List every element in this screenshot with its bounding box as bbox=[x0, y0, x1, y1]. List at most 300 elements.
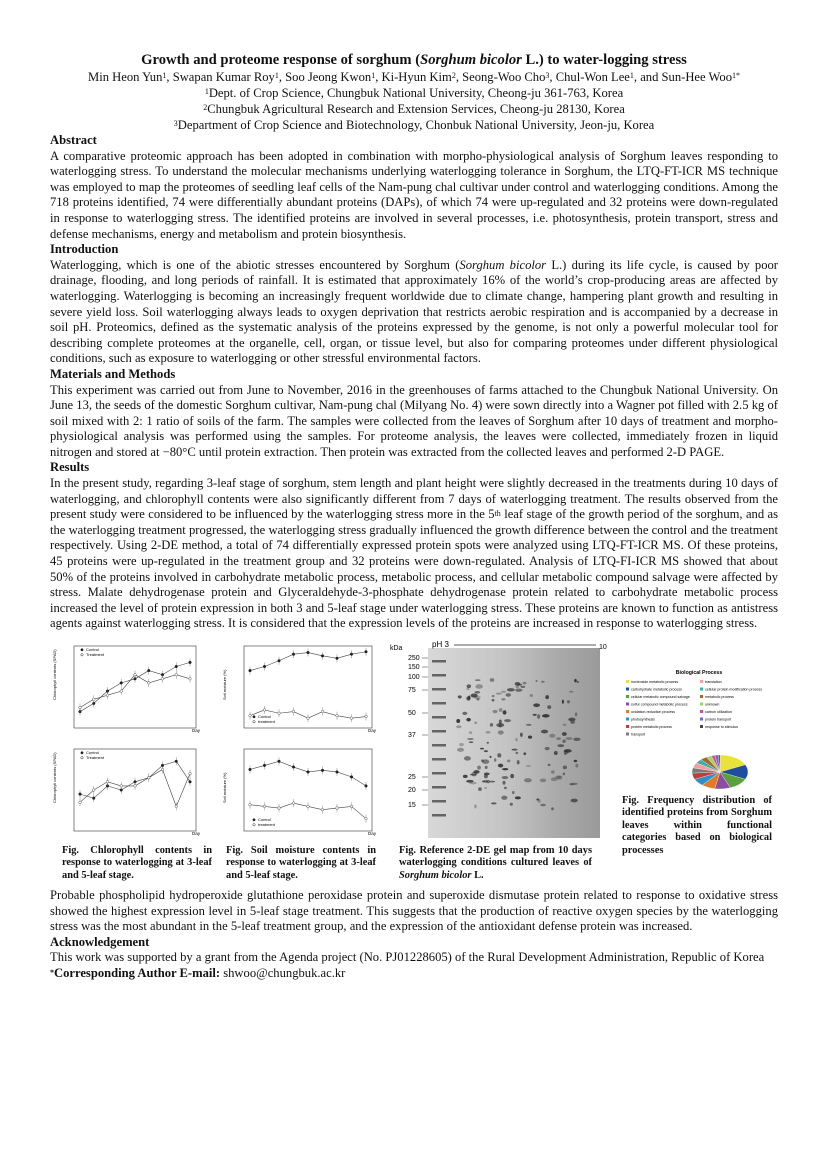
legend-marker bbox=[253, 721, 255, 723]
protein-spot bbox=[474, 696, 481, 700]
legend-swatch bbox=[626, 688, 629, 691]
data-point bbox=[120, 785, 123, 788]
protein-spot bbox=[490, 678, 495, 682]
chlorophyll-caption: Fig. Chlorophyll contents in response to waterlogging at 3-leaf and 5-leaf stage. bbox=[62, 845, 212, 881]
soil-moisture-caption: Fig. Soil moisture contents in response to waterlogging at 3-leaf and 5-leaf stage. bbox=[226, 845, 376, 881]
protein-spot bbox=[475, 691, 481, 694]
protein-spot bbox=[492, 699, 495, 701]
legend-label: treatment bbox=[258, 719, 275, 724]
protein-spot bbox=[497, 753, 501, 757]
protein-spot bbox=[540, 779, 546, 783]
y-axis-label: Chlorophyll contents (SPAD) bbox=[52, 649, 57, 700]
data-point bbox=[321, 808, 324, 811]
legend-marker bbox=[253, 819, 255, 821]
data-point bbox=[350, 717, 353, 720]
data-point bbox=[147, 776, 150, 779]
protein-spot bbox=[547, 705, 551, 709]
affiliation: $^3$Department of Crop Science and Biotechnology, Chonbuk National University, Jeon-ju, Korea bbox=[173, 118, 655, 132]
data-point bbox=[175, 805, 178, 808]
legend-swatch bbox=[700, 703, 703, 706]
data-point bbox=[307, 651, 310, 654]
mw-marker-label: 50 bbox=[408, 710, 416, 717]
protein-spot bbox=[551, 807, 554, 810]
data-point bbox=[307, 717, 310, 720]
author-name: Chul-Won Lee$^1$ bbox=[555, 70, 634, 84]
protein-spot bbox=[482, 780, 488, 782]
data-point bbox=[278, 712, 281, 715]
protein-spot bbox=[533, 703, 540, 707]
legend-swatch bbox=[626, 680, 629, 683]
data-point bbox=[278, 807, 281, 810]
title-text: Growth and proteome response of sorghum ( bbox=[141, 52, 421, 68]
author-list: Min Heon Yun$^1$, Swapan Kumar Roy$^1$, Soo Jeong Kwon$^1$, Ki-Hyun Kim$^2$, Seong-Woo Cho$^3$, Chul-Won Lee$^1$, and Sun-Hee Woo$^{1*}$ bbox=[88, 70, 740, 84]
data-point bbox=[147, 669, 150, 672]
protein-spot bbox=[501, 691, 506, 693]
protein-spot bbox=[507, 759, 511, 762]
kda-label: kDa bbox=[390, 645, 403, 652]
protein-spot bbox=[517, 760, 520, 764]
data-point bbox=[307, 805, 310, 808]
y-axis-label: Chlorophyll contents (SPAD) bbox=[52, 752, 57, 803]
affiliation: $^2$Chungbuk Agricultural Research and Extension Services, Cheong-ju 28130, Korea bbox=[203, 102, 625, 116]
data-point bbox=[365, 785, 368, 788]
protein-spot bbox=[562, 700, 564, 704]
protein-spot bbox=[491, 802, 497, 804]
legend-swatch bbox=[700, 725, 703, 728]
protein-spot bbox=[516, 752, 519, 754]
protein-spot bbox=[456, 725, 462, 728]
series-line bbox=[80, 662, 190, 711]
introduction-text: Waterlogging, which is one of the abiotic stresses encountered by Sorghum (Sorghum bicolor L.) during its life cycle, is caused by poor drainage, flooding, and long periods of rainfall. It is estimated that approximately 16% of the world’s crop-producing areas are affected by waterlogging. Waterlogging is becoming an increasingly frequent worldwide due to climate change, hampering plant growth and resulting in severe yield loss. Soil waterlogging always leads to oxygen deprivation that restricts aerobic respiration and is accompanied by a decrease in soil pH. Proteomics, defined as the systematic analysis of the proteins expressed by the genome, is not only a powerful molecular tool for describing complete proteomes at the organelle, cell, organ, or tissue level, but also for comparing proteomes under different physiological conditions, such as exposure to waterlogging or other stressful environmental factors. bbox=[50, 257, 778, 366]
protein-spot bbox=[487, 742, 489, 744]
gel-band bbox=[432, 674, 446, 677]
protein-spot bbox=[501, 698, 505, 700]
x-axis-label: Day bbox=[368, 728, 377, 733]
protein-spot bbox=[549, 734, 555, 738]
protein-spot bbox=[457, 748, 464, 752]
gel-band bbox=[432, 772, 446, 775]
protein-spot bbox=[571, 799, 578, 803]
legend-label: sulfur compound metabolic process bbox=[631, 702, 688, 707]
protein-spot bbox=[545, 747, 550, 750]
protein-spot bbox=[463, 775, 468, 778]
protein-spot bbox=[474, 721, 477, 724]
protein-spot bbox=[537, 714, 540, 719]
gel-band bbox=[432, 660, 446, 663]
protein-spot bbox=[498, 730, 504, 734]
protein-spot bbox=[528, 736, 532, 739]
paper-title bbox=[50, 52, 778, 69]
protein-spot bbox=[575, 712, 577, 716]
protein-spot bbox=[577, 681, 579, 683]
protein-spot bbox=[563, 772, 565, 775]
legend-marker bbox=[81, 752, 83, 754]
data-point bbox=[175, 760, 178, 763]
protein-spot bbox=[484, 773, 490, 776]
protein-spot bbox=[533, 714, 537, 716]
protein-spot bbox=[493, 710, 498, 713]
data-point bbox=[189, 781, 192, 784]
data-point bbox=[292, 802, 295, 805]
methods-text: This experiment was carried out from June to November, 2016 in the greenhouses of farms attached to the Chungbuk National University. On June 13, the seeds of the domestic Sorghum cultivar, Nam-pung chal (Milyang No. 4) were sown directly into a Wagner pot filled with 2.5 kg of soil mixed with 2: 1 ratio of soils of the farm. The samples were collected from the leaves of Sorghum after 10 days of treatment and morpho-physiological analysis was performed using the samples. For proteome analysis, the leaves were collected, immediately frozen in liquid nitrogen and stored at −80°C until protein extraction. Then protein was extracted from the collected leaves and performed 2-D PAGE. bbox=[50, 382, 778, 459]
pie-title: Biological Process bbox=[675, 670, 723, 676]
protein-spot bbox=[503, 781, 506, 785]
legend-label: photosynthesis bbox=[631, 717, 655, 722]
protein-spot bbox=[499, 708, 503, 712]
protein-spot bbox=[504, 719, 511, 722]
legend-swatch bbox=[626, 733, 629, 736]
protein-spot bbox=[542, 714, 550, 718]
protein-spot bbox=[501, 796, 507, 800]
pie-figure bbox=[620, 640, 778, 888]
data-point bbox=[292, 710, 295, 713]
pie-caption: Fig. Frequency distribution of identified proteins from Sorghum leaves within functional categories based on biological processes bbox=[622, 795, 772, 856]
protein-spot bbox=[562, 732, 567, 736]
gel-caption: Fig. Reference 2-DE gel map from 10 days waterlogging conditions cultured leaves of Sorghum bicolor L. bbox=[399, 845, 592, 881]
x-axis-label: Day bbox=[192, 728, 201, 733]
protein-spot bbox=[467, 684, 471, 688]
legend-label: carbohydrate metabolic process bbox=[631, 687, 682, 692]
protein-spot bbox=[477, 766, 481, 770]
legend-label: Treatment bbox=[86, 755, 105, 760]
protein-spot bbox=[575, 764, 578, 768]
protein-spot bbox=[551, 770, 555, 773]
protein-spot bbox=[557, 744, 564, 747]
data-point bbox=[92, 797, 95, 800]
protein-spot bbox=[556, 737, 561, 739]
protein-spot bbox=[541, 730, 548, 734]
data-point bbox=[365, 650, 368, 653]
title-species: Sorghum bicolor bbox=[420, 52, 522, 68]
protein-spot bbox=[520, 686, 525, 688]
ph-left-label: pH 3 bbox=[432, 640, 449, 649]
protein-spot bbox=[489, 756, 491, 758]
mw-marker-label: 37 bbox=[408, 732, 416, 739]
data-point bbox=[189, 772, 192, 775]
data-point bbox=[336, 807, 339, 810]
gel-background bbox=[428, 648, 600, 838]
protein-spot bbox=[471, 772, 477, 776]
protein-spot bbox=[545, 695, 549, 699]
protein-spot bbox=[494, 758, 496, 761]
data-point bbox=[92, 789, 95, 792]
x-axis-label: Day bbox=[192, 831, 201, 836]
protein-spot bbox=[562, 739, 565, 742]
data-point bbox=[350, 653, 353, 656]
gel-band bbox=[432, 716, 446, 719]
data-point bbox=[249, 714, 252, 717]
data-point bbox=[365, 715, 368, 718]
legend-label: protein transport bbox=[705, 717, 732, 722]
data-point bbox=[249, 768, 252, 771]
data-point bbox=[321, 710, 324, 713]
gel-band bbox=[432, 702, 446, 705]
legend-marker bbox=[81, 649, 83, 651]
protein-spot bbox=[480, 748, 484, 750]
protein-spot bbox=[484, 750, 488, 752]
protein-spot bbox=[458, 695, 462, 698]
gel-figure bbox=[388, 640, 608, 888]
ph-right-label: 10 bbox=[599, 644, 607, 651]
protein-spot bbox=[523, 682, 527, 685]
legend-label: Control bbox=[258, 714, 271, 719]
protein-spot bbox=[486, 731, 491, 734]
legend-label: Control bbox=[86, 647, 99, 652]
title-text: L.) to water-logging stress bbox=[521, 52, 687, 68]
protein-spot bbox=[570, 783, 578, 785]
protein-spot bbox=[468, 695, 470, 699]
legend-swatch bbox=[700, 688, 703, 691]
legend-swatch bbox=[626, 695, 629, 698]
data-point bbox=[249, 669, 252, 672]
legend-label: nucleoside metabolic process bbox=[631, 680, 679, 684]
protein-spot bbox=[541, 681, 544, 683]
protein-spot bbox=[496, 723, 504, 727]
protein-spot bbox=[515, 685, 519, 688]
legend-label: oxidation-reduction process bbox=[631, 710, 675, 714]
protein-spot bbox=[502, 768, 508, 770]
acknowledgement-text: This work was supported by a grant from the Agenda project (No. PJ01228605) of the Rural Development Administration, Republic of Korea bbox=[50, 950, 765, 965]
data-point bbox=[278, 760, 281, 763]
protein-spot bbox=[510, 803, 513, 806]
y-axis-label: Soil moisture (%) bbox=[222, 772, 227, 803]
protein-spot bbox=[498, 764, 503, 768]
results-heading: Results bbox=[50, 460, 90, 475]
protein-spot bbox=[563, 724, 566, 726]
legend-label: unknown bbox=[705, 702, 720, 707]
protein-spot bbox=[574, 760, 577, 762]
mw-marker-label: 250 bbox=[408, 655, 420, 662]
data-point bbox=[336, 714, 339, 717]
protein-spot bbox=[490, 723, 493, 727]
gel-band bbox=[432, 786, 446, 789]
acknowledgement-heading: Acknowledgement bbox=[50, 934, 150, 949]
protein-spot bbox=[475, 684, 483, 689]
data-point bbox=[350, 776, 353, 779]
author-name: Ki-Hyun Kim$^2$ bbox=[381, 70, 456, 84]
mw-marker-label: 25 bbox=[408, 774, 416, 781]
protein-spot bbox=[484, 787, 487, 789]
gel-band bbox=[432, 688, 446, 691]
data-point bbox=[292, 766, 295, 769]
legend-label: cellular protein modification process bbox=[705, 687, 763, 692]
protein-spot bbox=[496, 693, 502, 695]
chlorophyll-plots bbox=[50, 640, 212, 845]
legend-swatch bbox=[700, 710, 703, 713]
protein-spot bbox=[530, 694, 534, 697]
data-point bbox=[321, 655, 324, 658]
protein-spot bbox=[564, 750, 569, 754]
data-point bbox=[92, 698, 95, 701]
protein-spot bbox=[502, 776, 509, 779]
plot-frame bbox=[74, 646, 196, 728]
protein-spot bbox=[515, 738, 517, 741]
data-point bbox=[249, 803, 252, 806]
data-point bbox=[263, 665, 266, 668]
data-point bbox=[365, 817, 368, 820]
data-point bbox=[79, 706, 82, 709]
x-axis-label: Day bbox=[368, 831, 377, 836]
abstract-text: A comparative proteomic approach has been adopted in combination with morpho-physiological analysis of Sorghum leaves responding to waterlogging stress. To understand the molecular mechanisms underlying waterlogging tolerance in Sorghum, the LTQ-FT-ICR MS technique was employed to map the proteomes of seedling leaf cells of the Nam-pung chal cultivar under control and waterlogging conditions. Among the 718 proteins identified, 74 were differentially abundant proteins (DAPs), of which 74 were up-regulated and 32 proteins were down-regulated in response to waterlogging stress. The identified proteins are involved in several processes, i.e. photosynthesis, protein transport, stress and defense mechanisms, energy and metabolism and protein biosynthesis. bbox=[50, 148, 778, 241]
legend-label: translation bbox=[705, 680, 722, 684]
protein-spot bbox=[563, 765, 567, 769]
data-point bbox=[120, 682, 123, 685]
data-point bbox=[307, 771, 310, 774]
protein-spot bbox=[485, 766, 488, 769]
protein-spot bbox=[573, 738, 580, 741]
protein-spot bbox=[512, 749, 518, 751]
gel-band bbox=[432, 800, 446, 803]
data-point bbox=[263, 764, 266, 767]
gel-band bbox=[432, 744, 446, 747]
figure-row bbox=[50, 640, 778, 888]
legend-swatch bbox=[626, 718, 629, 721]
mw-marker-label: 20 bbox=[408, 787, 416, 794]
data-point bbox=[321, 769, 324, 772]
legend-swatch bbox=[626, 703, 629, 706]
corresponding-label: Corresponding Author E-mail: bbox=[54, 965, 221, 980]
legend-marker bbox=[81, 757, 83, 759]
legend-label: Control bbox=[86, 750, 99, 755]
mw-marker-label: 75 bbox=[408, 687, 416, 694]
protein-spot bbox=[456, 719, 460, 723]
soil-moisture-figure bbox=[220, 640, 392, 888]
protein-spot bbox=[515, 682, 520, 686]
author-name: Soo Jeong Kwon$^1$ bbox=[285, 70, 376, 84]
results-text: In the present study, regarding 3-leaf stage of sorghum, stem length and plant height were slightly decreased in the treatments during 10 days of waterlogging, and chlorophyll contents were also significantly different from 7 days of waterlogging treatment. The results observed from the present study were considered to be influenced by the waterlogging stress more in the 5th leaf stage of the growth period of the sorghum, and as the waterlogging treatment progressed, the waterlogging stress gradually influenced the growth difference between the control and the treatment respectively. Using 2-DE method, a total of 74 differentially expressed protein spots were analyzed using LTQ-FT-ICR MS. Of these proteins, 45 proteins were up-regulated in the treatment group and 32 proteins were down-regulated. Analysis of LTQ-FI-ICR MS showed that about 50% of the proteins involved in carbohydrate metabolic process, metabolic process, and cellular metabolic compound salvage were affected by stress. Malate dehydrogenase protein and Glyceraldehyde-3-phosphate dehydrogenase protein related to carbohydrate metabolic process increased the level of protein expression in both 3 and 5-leaf stage under waterlogging stress. These proteins are known to function as antistress agents against waterlogging stress. It is considered that the expression levels of the proteins are increased in response to waterlogging stress. bbox=[50, 476, 778, 631]
methods-heading: Materials and Methods bbox=[50, 366, 176, 381]
protein-spot bbox=[538, 799, 541, 803]
data-point bbox=[350, 805, 353, 808]
protein-spot bbox=[568, 718, 575, 722]
data-point bbox=[278, 659, 281, 662]
legend-label: Treatment bbox=[86, 652, 105, 657]
protein-spot bbox=[569, 691, 573, 693]
data-point bbox=[175, 673, 178, 676]
legend-label: metabolic process bbox=[705, 695, 734, 699]
protein-spot bbox=[466, 688, 469, 691]
mw-marker-label: 15 bbox=[408, 802, 416, 809]
legend-label: Control bbox=[258, 817, 271, 822]
data-point bbox=[147, 682, 150, 685]
author-name: Min Heon Yun$^1$ bbox=[88, 70, 167, 84]
protein-spot bbox=[464, 756, 471, 760]
data-point bbox=[106, 694, 109, 697]
legend-swatch bbox=[626, 710, 629, 713]
legend-swatch bbox=[700, 695, 703, 698]
protein-spot bbox=[469, 731, 472, 734]
protein-spot bbox=[478, 787, 482, 791]
protein-spot bbox=[551, 777, 558, 781]
protein-spot bbox=[481, 759, 484, 762]
protein-spot bbox=[503, 710, 507, 714]
legend-label: carbon utilization bbox=[705, 710, 732, 714]
data-point bbox=[292, 653, 295, 656]
author-name: Swapan Kumar Roy$^1$ bbox=[172, 70, 279, 84]
gel-band bbox=[432, 730, 446, 733]
protein-spot bbox=[540, 804, 546, 807]
gel-band bbox=[432, 758, 446, 761]
legend-label: response to stimulus bbox=[705, 725, 738, 729]
protein-spot bbox=[554, 751, 558, 755]
protein-spot bbox=[512, 791, 515, 794]
data-point bbox=[120, 690, 123, 693]
protein-spot bbox=[466, 718, 471, 722]
protein-spot bbox=[475, 679, 481, 681]
data-point bbox=[175, 665, 178, 668]
protein-spot bbox=[510, 774, 514, 778]
protein-spot bbox=[574, 679, 577, 683]
protein-spot bbox=[565, 737, 572, 740]
data-point bbox=[79, 801, 82, 804]
protein-spot bbox=[459, 743, 464, 746]
affiliation: $^1$Dept. of Crop Science, Chungbuk National University, Cheong-ju 361-763, Korea bbox=[204, 86, 624, 100]
protein-spot bbox=[523, 752, 526, 755]
gel-map bbox=[388, 640, 608, 840]
protein-spot bbox=[466, 780, 474, 783]
data-point bbox=[263, 709, 266, 712]
data-point bbox=[79, 793, 82, 796]
legend-marker bbox=[81, 654, 83, 656]
data-point bbox=[161, 678, 164, 681]
protein-spot bbox=[492, 695, 495, 697]
legend-label: treatment bbox=[258, 822, 275, 827]
legend-swatch bbox=[700, 680, 703, 683]
results-continued-text: Probable phospholipid hydroperoxide glutathione peroxidase protein and superoxide dismutase protein related to response to oxidative stress showed the highest expression level in 5-leaf stage treatment. This suggests that the production of reactive oxygen species by the waterlogging stress was the most abundant in the 5-leaf treatment group, and the expression of the antioxidant defense protein was increased. bbox=[50, 888, 778, 934]
author-name: Seong-Woo Cho$^3$ bbox=[462, 70, 550, 84]
protein-spot bbox=[515, 796, 521, 799]
protein-spot bbox=[520, 733, 523, 737]
protein-spot bbox=[567, 700, 570, 703]
legend-label: cellular metabolic compound salvage bbox=[631, 695, 690, 699]
paper-page bbox=[50, 52, 778, 982]
legend-swatch bbox=[700, 718, 703, 721]
protein-spot bbox=[462, 712, 467, 715]
protein-spot bbox=[526, 724, 532, 726]
affiliation-list bbox=[50, 85, 778, 133]
corresponding-author: *Corresponding Author E-mail: shwoo@chungbuk.ac.kr bbox=[50, 965, 346, 980]
protein-spot bbox=[515, 689, 522, 692]
protein-spot bbox=[507, 688, 515, 691]
soil-moisture-plots bbox=[220, 640, 388, 845]
chlorophyll-figure bbox=[50, 640, 212, 888]
y-axis-label: Soil moisture (%) bbox=[222, 669, 227, 700]
protein-spot bbox=[506, 693, 511, 697]
mw-marker-label: 100 bbox=[408, 674, 420, 681]
data-point bbox=[263, 805, 266, 808]
data-point bbox=[161, 768, 164, 771]
data-point bbox=[336, 657, 339, 660]
legend-swatch bbox=[626, 725, 629, 728]
biological-process-chart bbox=[620, 640, 778, 810]
protein-spot bbox=[535, 680, 537, 682]
protein-spot bbox=[469, 741, 473, 743]
data-point bbox=[189, 678, 192, 681]
protein-spot bbox=[526, 765, 531, 767]
data-point bbox=[134, 673, 137, 676]
abstract-heading: Abstract bbox=[50, 133, 97, 147]
legend-marker bbox=[253, 824, 255, 826]
protein-spot bbox=[504, 787, 507, 790]
corresponding-email-link[interactable]: shwoo@chungbuk.ac.kr bbox=[223, 965, 346, 980]
gel-band bbox=[432, 814, 446, 817]
mw-marker-label: 150 bbox=[408, 664, 420, 671]
protein-spot bbox=[489, 781, 495, 783]
protein-spot bbox=[474, 804, 476, 808]
data-point bbox=[189, 661, 192, 664]
protein-spot bbox=[467, 738, 474, 740]
legend-label: transport bbox=[631, 732, 646, 737]
